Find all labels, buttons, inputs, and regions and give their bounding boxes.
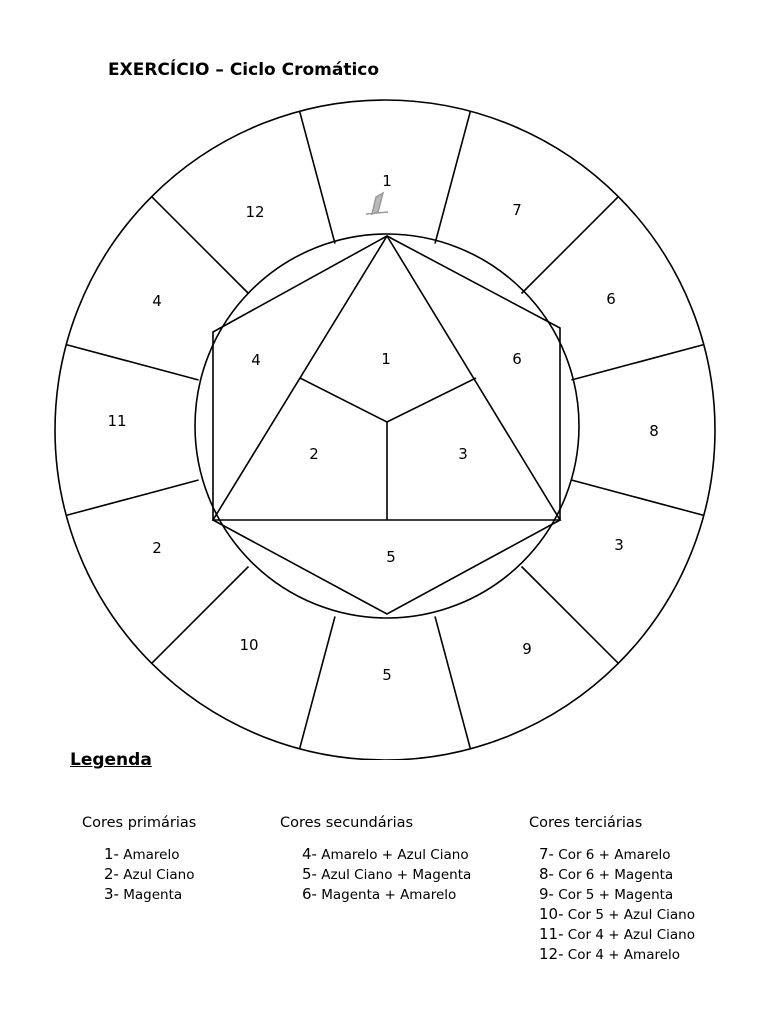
ring-label-9: 9 [522,640,532,658]
ring-divider [300,616,335,748]
ring-label-6: 6 [606,290,616,308]
side-label-6: 6 [512,350,522,368]
legend-item: 2- Azul Ciano [104,865,195,883]
triangle-label-1: 1 [381,350,391,368]
ring-label-1: 1 [382,172,392,190]
ring-divider [571,480,703,515]
legend-tertiary [529,815,695,965]
ring-dividers [66,111,704,749]
legend-item: 3- Magenta [104,885,183,903]
ring-label-7: 7 [512,201,522,219]
ring-label-8: 8 [649,422,659,440]
ring-divider [152,197,249,294]
hexagon-bottom [213,520,560,614]
ring-label-2: 2 [152,539,162,557]
ring-divider [571,345,703,380]
ring-label-4: 4 [152,292,162,310]
side-label-5: 5 [386,548,396,566]
triangle-label-3: 3 [458,445,468,463]
legend-item: 1- Amarelo [104,845,180,863]
legend-item: 8- Cor 6 + Magenta [539,865,674,883]
ring-divider [522,567,619,664]
ring-divider [152,567,249,664]
ring-divider [435,111,470,243]
legend-item: 7- Cor 6 + Amarelo [539,845,671,863]
legend-primary [82,815,196,905]
legend-item: 11- Cor 4 + Azul Ciano [539,925,695,943]
ring-label-10: 10 [239,636,259,654]
legend-item: 10- Cor 5 + Azul Ciano [539,905,695,923]
triangle-label-2: 2 [309,445,319,463]
ring-label-12: 12 [245,203,265,221]
legend-item: 9- Cor 5 + Magenta [539,885,674,903]
ring-divider [66,345,198,380]
side-label-4: 4 [251,351,261,369]
legend-item: 12- Cor 4 + Amarelo [539,945,681,963]
ring-label-11: 11 [107,412,127,430]
triangle-divider [300,378,476,422]
page-title: EXERCÍCIO – Ciclo Cromático [108,60,380,80]
legend-item: 6- Magenta + Amarelo [302,885,457,903]
legend-tertiary-heading: Cores terciárias [529,815,643,831]
ring-divider [522,197,619,294]
legend-secondary [280,815,471,905]
ring-divider [300,111,335,243]
ring-label-5: 5 [382,666,392,684]
pencil-mark [366,193,388,214]
legend-title: Legenda [70,750,152,770]
legend-item: 4- Amarelo + Azul Ciano [302,845,469,863]
ring-label-3: 3 [614,536,624,554]
legend-item: 5- Azul Ciano + Magenta [302,865,472,883]
ring-divider [66,480,198,515]
legend-secondary-heading: Cores secundárias [280,815,414,831]
ring-divider [435,616,470,748]
legend-primary-heading: Cores primárias [82,815,197,831]
